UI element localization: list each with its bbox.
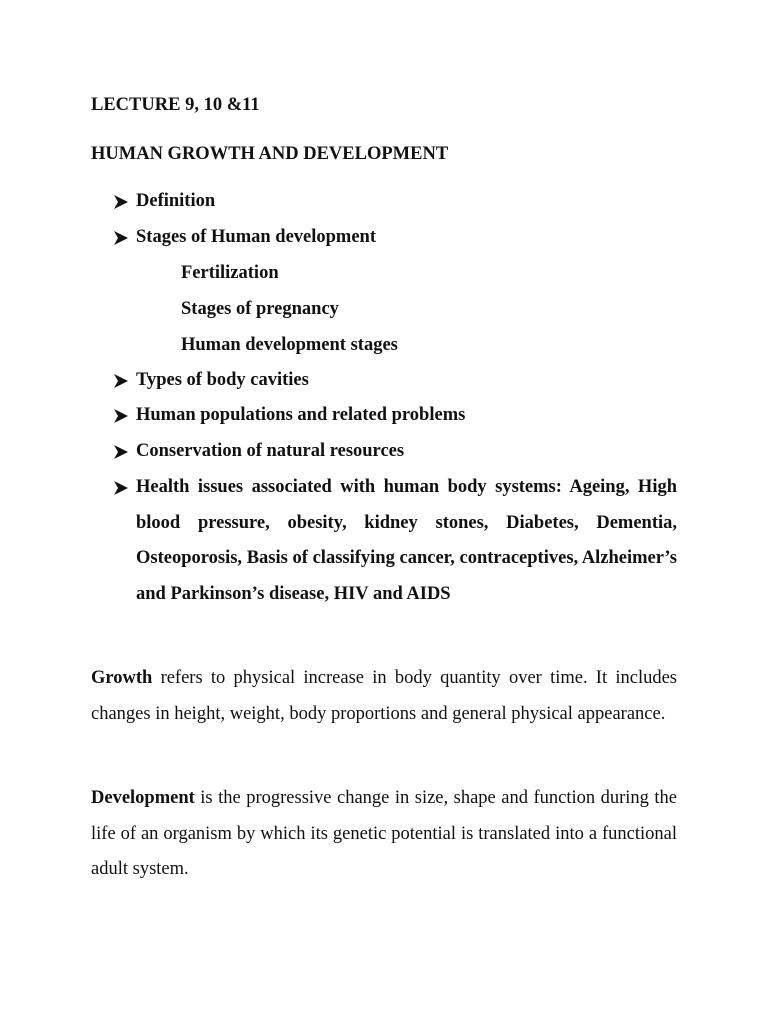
outline-item-conservation (113, 434, 677, 470)
topic-title: HUMAN GROWTH AND DEVELOPMENT (91, 144, 449, 164)
arrowhead-bullet-icon (113, 434, 133, 470)
arrowhead-bullet-icon (113, 470, 133, 506)
outline-item-text: Stages of Human development (136, 227, 376, 247)
outline-item-body-cavities (113, 363, 677, 399)
outline-item-text: Definition (136, 191, 216, 211)
outline-item-definition (113, 184, 677, 220)
sub-item-human-development-stages: Human development stages (181, 335, 398, 355)
arrowhead-bullet-icon (113, 184, 133, 220)
growth-definition: refers to physical increase in body quantity over time. It includes changes in height, weight, body proportions and general physical appearance. (91, 668, 677, 724)
sub-item-stages-of-pregnancy: Stages of pregnancy (181, 299, 339, 319)
outline-item-health-issues (113, 470, 677, 612)
outline-item-human-populations (113, 398, 677, 434)
development-paragraph (91, 781, 677, 888)
arrowhead-bullet-icon (113, 398, 133, 434)
arrowhead-bullet-icon (113, 220, 133, 256)
lecture-title: LECTURE 9, 10 &11 (91, 95, 260, 115)
arrowhead-bullet-icon (113, 363, 133, 399)
sub-item-fertilization: Fertilization (181, 263, 279, 283)
development-definition: is the progressive change in size, shape and function during the life of an organism by which its genetic potential is translated into a functional adult system. (91, 788, 677, 880)
outline-item-text: Human populations and related problems (136, 405, 466, 425)
growth-term: Growth (91, 668, 153, 688)
outline-item-text: Types of body cavities (136, 370, 309, 390)
outline-item-text: Health issues associated with human body systems: Ageing, High blood pressure, obesity, kidney stones, Diabetes, Dementia, Osteoporosis, Basis of classifying cancer, contraceptives, Alzheimer’s and Parkinson’s disease, HIV and AIDS (136, 477, 677, 604)
development-term: Development (91, 788, 195, 808)
growth-paragraph (91, 661, 677, 732)
outline-item-stages (113, 220, 677, 256)
outline-item-text: Conservation of natural resources (136, 441, 405, 461)
